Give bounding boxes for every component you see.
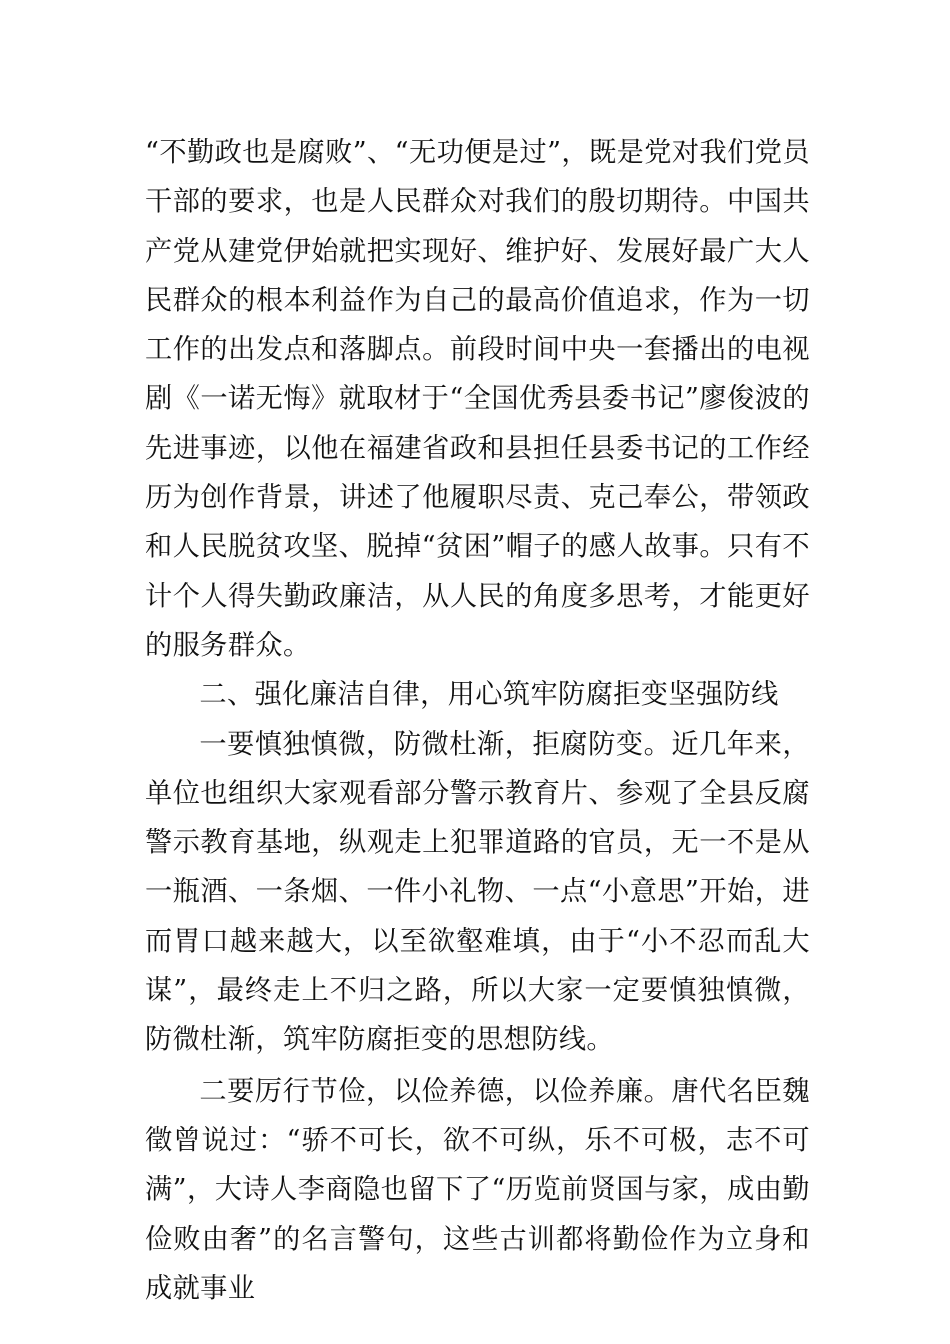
section-heading-integrity: 二、强化廉洁自律，用心筑牢防腐拒变坚强防线 (199, 679, 779, 711)
document-body (145, 128, 810, 1313)
paragraph-frugality: 二要厉行节俭，以俭养德，以俭养廉。唐代名臣魏徵曾说过：“骄不可长，欲不可纵，乐不可极，志不可满”，大诗人李商隐也留下了“历览前贤国与家，成由勤俭败由奢”的名言警句，这些古训都将勤俭作为立身和成就事业 (145, 1075, 810, 1304)
paragraph-diligence: “不勤政也是腐败”、“无功便是过”，既是党对我们党员干部的要求，也是人民群众对我们的殷切期待。中国共产党从建党伊始就把实现好、维护好、发展好最广大人民群众的根本利益作为自己的最高价值追求，作为一切工作的出发点和落脚点。前段时间中央一套播出的电视剧《一诺无悔》就取材于“全国优秀县委书记”廖俊波的先进事迹，以他在福建省政和县担任县委书记的工作经历为创作背景，讲述了他履职尽责、克己奉公，带领政和人民脱贫攻坚、脱掉“贫困”帽子的感人故事。只有不计个人得失勤政廉洁，从人民的角度多思考，才能更好的服务群众。 (145, 137, 810, 661)
paragraph-prudence: 一要慎独慎微，防微杜渐，拒腐防变。近几年来，单位也组织大家观看部分警示教育片、参观了全县反腐警示教育基地，纵观走上犯罪道路的官员，无一不是从一瓶酒、一条烟、一件小礼物、一点“小意思”开始，进而胃口越来越大，以至欲壑难填，由于“小不忍而乱大谋”，最终走上不归之路，所以大家一定要慎独慎微，防微杜渐，筑牢防腐拒变的思想防线。 (145, 728, 810, 1056)
